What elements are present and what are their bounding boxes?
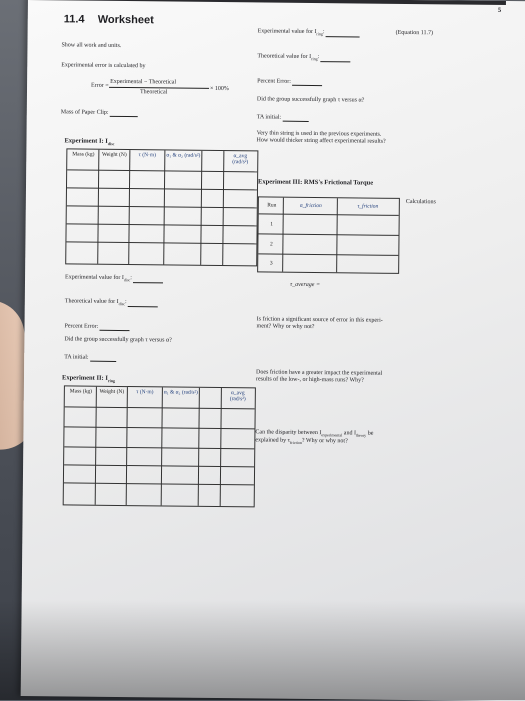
experiment-2-table <box>63 385 256 507</box>
col-alpha-avg: α_avg (rad/s²) <box>232 153 249 166</box>
worksheet-page <box>21 0 525 701</box>
col-tau-friction: τ_friction <box>357 203 379 210</box>
graph-question-right: Did the group successfully graph τ versus α? <box>256 96 365 104</box>
calculations-label: Calculations <box>405 198 436 206</box>
times-100: × 100% <box>210 85 229 93</box>
run-3: 3 <box>269 260 273 267</box>
impact-question-line2: results of the low-, or high-mass runs? Why? <box>255 376 364 384</box>
experiment-1-table <box>65 148 258 266</box>
disparity-question-line1: Can the disparity between $I_{experimental}$ and $I_{theory}$ be <box>255 429 374 438</box>
string-question-line1: Very thin string is used in the previous experiments. <box>256 130 382 138</box>
error-intro: Experimental error is calculated by <box>61 62 146 70</box>
disparity-question-line2: explained by $\tau_{friction}$? Why or why not? <box>255 437 348 446</box>
show-work-text: Show all work and units. <box>61 42 122 49</box>
error-numerator: Experimental − Theoretical <box>110 78 177 86</box>
exp-value-disc: Experimental value for $I_{disc}$: <box>65 274 164 283</box>
page-number: 5 <box>497 6 502 14</box>
ta-initial-right: TA initial: <box>257 114 309 122</box>
error-label: Error = <box>91 82 109 89</box>
col-weight-2: Weight (N) <box>99 388 125 396</box>
col-alpha-friction: α_friction <box>299 202 322 210</box>
top-bar <box>28 0 506 5</box>
col-mass: Mass (kg) <box>72 151 95 158</box>
friction-question-line2: ment? Why or why not? <box>256 323 315 331</box>
mass-paper-clip-label: Mass of Paper Clip: <box>61 109 138 117</box>
error-denominator: Theoretical <box>139 89 168 96</box>
run-1: 1 <box>270 221 274 228</box>
experiment-3-title: Experiment III: RMS's Frictional Torque <box>258 178 374 187</box>
string-question-line2: How would thicker string affect experimental results? <box>256 137 386 145</box>
section-number: 11.4 <box>63 13 85 26</box>
col-alpha12-2: α₁ & α₂ (rad/s²) <box>163 389 198 396</box>
experiment-3-table <box>257 196 400 273</box>
theo-value-disc: Theoretical value for $I_{disc}$: <box>65 298 159 307</box>
percent-error-right: Percent Error: <box>257 78 322 86</box>
percent-error-left: Percent Error: <box>65 323 130 331</box>
experiment-2-title: Experiment II: $I_{ring}$ <box>61 374 115 384</box>
ta-initial-left: TA initial: <box>64 354 116 362</box>
experiment-1-title: Experiment I: $I_{disc}$ <box>64 137 115 147</box>
graph-question-left: Did the group successfully graph τ versus α? <box>64 336 172 344</box>
col-weight: Weight (N) <box>101 151 127 159</box>
col-alpha-avg-2: α_avg (rad/s²) <box>229 390 246 403</box>
col-torque: τ (N·m) <box>138 152 157 159</box>
tau-average: τ_average = <box>289 281 321 289</box>
friction-question-line1: Is friction a significant source of error in this experi- <box>256 316 383 324</box>
col-run: Run <box>267 202 277 209</box>
col-alpha12: α₁ & α₂ (rad/s²) <box>166 152 201 159</box>
impact-question-line1: Does friction have a greater impact the experimental <box>256 369 383 377</box>
page-title: Worksheet <box>97 13 154 27</box>
exp-value-ring: Experimental value for $I_{ring}$: <box>258 28 361 37</box>
bottom-shadow <box>0 600 525 700</box>
equation-ref: (Equation 11.7) <box>395 29 434 37</box>
run-2: 2 <box>270 241 273 248</box>
col-torque-2: τ (N·m) <box>136 389 154 396</box>
theo-value-ring: Theoretical value for $I_{ring}$: <box>257 53 351 62</box>
col-mass-2: Mass (kg) <box>69 388 92 395</box>
